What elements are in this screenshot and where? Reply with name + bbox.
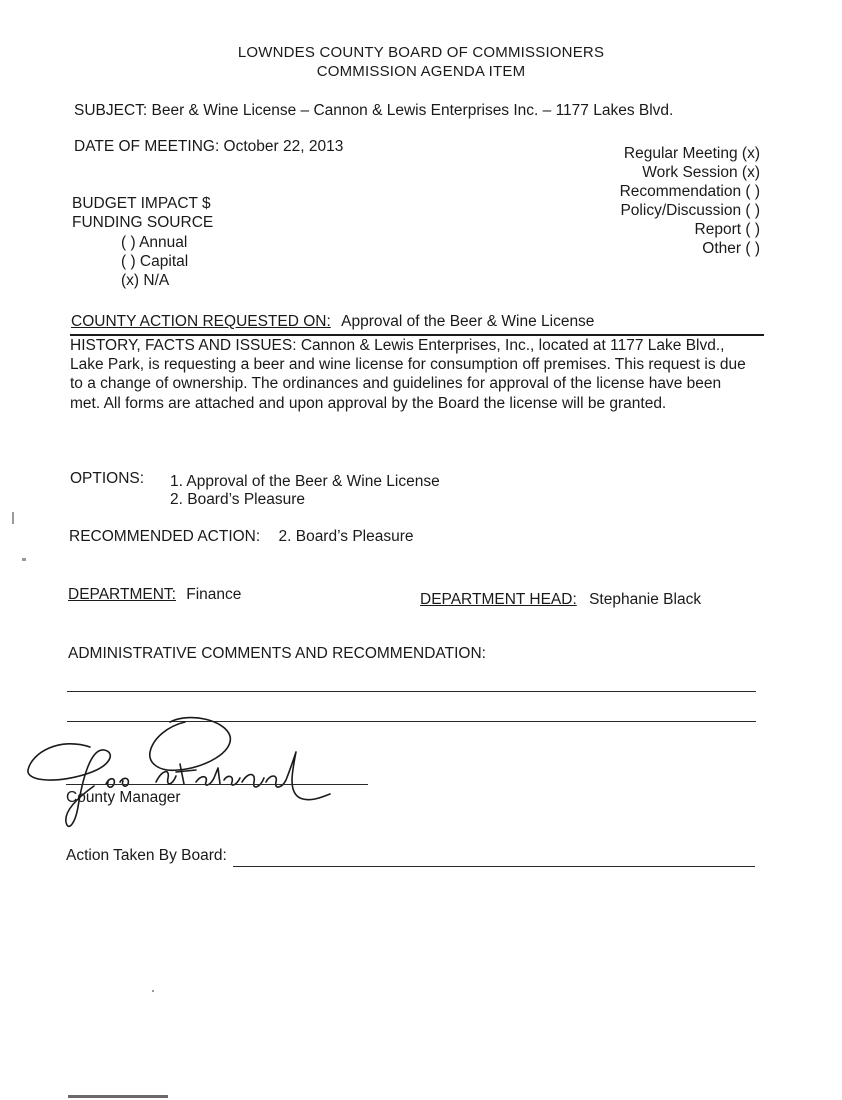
department-head-value: Stephanie Black xyxy=(589,591,702,608)
scan-mark xyxy=(22,558,26,561)
department-row xyxy=(68,586,241,605)
county-manager-label: County Manager xyxy=(66,789,181,806)
recommended-action-value: 2. Board’s Pleasure xyxy=(278,528,414,545)
admin-comments-heading: ADMINISTRATIVE COMMENTS AND RECOMMENDATION: xyxy=(68,645,486,662)
header-subtitle: COMMISSION AGENDA ITEM xyxy=(316,63,526,80)
funding-option-na: (x) N/A xyxy=(121,272,170,289)
recommended-action-label: RECOMMENDED ACTION: xyxy=(69,528,261,545)
recommended-action-row xyxy=(69,528,414,547)
option-item-2: 2. Board’s Pleasure xyxy=(170,491,305,508)
option-item-1: 1. Approval of the Beer & Wine License xyxy=(170,473,440,490)
options-label: OPTIONS: xyxy=(70,470,145,487)
action-taken-label: Action Taken By Board: xyxy=(66,847,227,864)
meeting-type-policy-discussion: Policy/Discussion ( ) xyxy=(620,202,760,219)
county-manager-signature xyxy=(20,712,360,852)
scan-mark xyxy=(152,990,154,992)
department-head-row xyxy=(420,591,701,610)
funding-option-annual: ( ) Annual xyxy=(121,234,188,251)
subject-line: SUBJECT: Beer & Wine License – Cannon & Lewis Enterprises Inc. – 1177 Lakes Blvd. xyxy=(74,102,674,119)
signature-line xyxy=(66,784,368,785)
county-action-label: COUNTY ACTION REQUESTED ON: xyxy=(71,313,331,330)
department-label: DEPARTMENT: xyxy=(68,586,176,603)
county-action-value: Approval of the Beer & Wine License xyxy=(341,313,595,330)
header-title: LOWNDES COUNTY BOARD OF COMMISSIONERS xyxy=(237,44,605,61)
meeting-type-regular: Regular Meeting (x) xyxy=(623,145,760,162)
funding-source: FUNDING SOURCE xyxy=(72,214,214,231)
date-of-meeting: DATE OF MEETING: October 22, 2013 xyxy=(74,138,344,155)
budget-impact: BUDGET IMPACT $ xyxy=(72,195,211,212)
action-taken-line[interactable] xyxy=(233,866,755,867)
department-value: Finance xyxy=(186,586,242,603)
department-head-label: DEPARTMENT HEAD: xyxy=(420,591,577,608)
scan-mark xyxy=(12,512,14,524)
meeting-type-recommendation: Recommendation ( ) xyxy=(619,183,760,200)
meeting-type-work-session: Work Session (x) xyxy=(642,164,760,181)
county-action-row xyxy=(71,313,594,332)
history-facts-issues: HISTORY, FACTS AND ISSUES: Cannon & Lewis Enterprises, Inc., located at 1177 Lake Blvd., Lake Park, is requesting a beer and wine license for consumption off premises. This request is due to a change of ownership. The ordinances and guidelines for approval of the license have been met. All forms are attached and upon approval by the Board the license will be granted. xyxy=(70,337,746,412)
meeting-type-report: Report ( ) xyxy=(694,221,760,238)
scan-mark xyxy=(68,1095,168,1098)
comment-line-1[interactable] xyxy=(67,691,756,692)
meeting-type-other: Other ( ) xyxy=(702,240,760,257)
funding-option-capital: ( ) Capital xyxy=(121,253,189,270)
